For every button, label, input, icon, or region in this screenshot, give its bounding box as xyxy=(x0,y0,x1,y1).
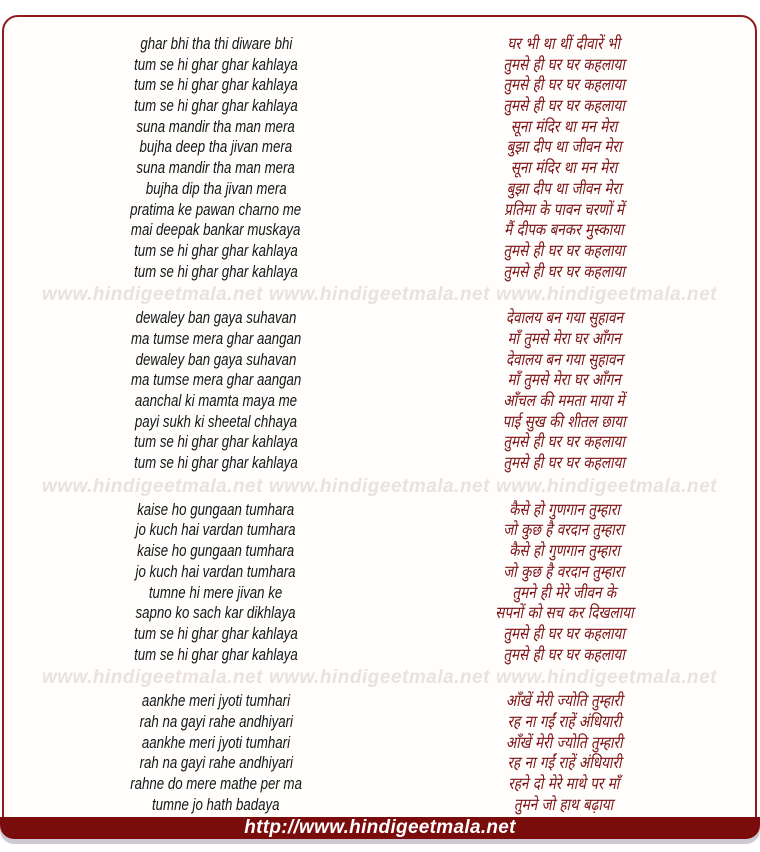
lyric-line-row xyxy=(4,370,755,391)
latin-lyric-line xyxy=(4,603,428,624)
watermark-text: www.hindigeetmala.net xyxy=(496,475,717,497)
lyric-line-row xyxy=(4,391,755,412)
latin-lyric-text: tum se hi ghar ghar kahlaya xyxy=(134,96,298,116)
latin-lyric-line xyxy=(4,329,428,350)
latin-lyric-text: sapno ko sach kar dikhlaya xyxy=(136,603,296,623)
latin-lyric-line xyxy=(4,350,428,371)
latin-lyric-line xyxy=(4,412,428,433)
latin-lyric-text: tum se hi ghar ghar kahlaya xyxy=(134,453,298,473)
hindi-lyric-line xyxy=(428,583,700,604)
latin-lyric-line xyxy=(4,55,428,76)
hindi-lyric-line xyxy=(428,220,700,241)
lyric-line-row xyxy=(4,137,755,158)
lyric-line-row xyxy=(4,520,755,541)
lyric-line-row xyxy=(4,96,755,117)
latin-lyric-line xyxy=(4,645,428,666)
hindi-lyric-line xyxy=(428,712,700,733)
hindi-lyric-line xyxy=(428,795,700,816)
latin-lyric-text: ma tumse mera ghar aangan xyxy=(130,370,302,390)
hindi-lyric-text: कैसे हो गुणगान तुम्हारा xyxy=(508,541,620,561)
hindi-lyric-text: रहने दो मेरे माथे पर माँ xyxy=(508,774,620,793)
hindi-lyric-text: तुमसे ही घर घर कहलाया xyxy=(503,432,625,452)
hindi-lyric-line xyxy=(428,453,700,474)
watermark-text: www.hindigeetmala.net xyxy=(496,284,717,306)
latin-lyric-line xyxy=(4,733,428,754)
hindi-lyric-text: कैसे हो गुणगान तुम्हारा xyxy=(508,499,620,519)
latin-lyric-line xyxy=(4,34,428,55)
lyric-line-row xyxy=(4,75,755,96)
lyric-line-row xyxy=(4,712,755,733)
latin-lyric-line xyxy=(4,432,428,453)
hindi-lyric-text: तुमने जो हाथ बढ़ाया xyxy=(514,794,614,814)
latin-lyric-line xyxy=(4,117,428,138)
hindi-lyric-line xyxy=(428,412,700,433)
latin-lyric-text: aankhe meri jyoti tumhari xyxy=(141,691,291,711)
latin-lyric-text: tumne hi mere jivan ke xyxy=(149,582,283,602)
hindi-lyric-line xyxy=(428,733,700,754)
hindi-lyric-line xyxy=(428,391,700,412)
lyric-line-row xyxy=(4,691,755,712)
hindi-lyric-text: तुमसे ही घर घर कहलाया xyxy=(503,240,625,260)
latin-lyric-line xyxy=(4,75,428,96)
hindi-lyric-text: तुमसे ही घर घर कहलाया xyxy=(503,261,625,281)
lyric-line-row xyxy=(4,645,755,666)
lyric-line-row xyxy=(4,200,755,221)
latin-lyric-text: tum se hi ghar ghar kahlaya xyxy=(134,644,298,664)
hindi-lyric-text: मैं दीपक बनकर मुस्काया xyxy=(504,220,624,240)
hindi-lyric-line xyxy=(428,645,700,666)
hindi-lyric-text: तुमसे ही घर घर कहलाया xyxy=(503,644,625,664)
lyric-line-row xyxy=(4,220,755,241)
lyric-line-row xyxy=(4,562,755,583)
watermark-text: www.hindigeetmala.net xyxy=(496,667,717,689)
hindi-lyric-text: आँचल की ममता माया में xyxy=(503,391,625,410)
lyric-line-row xyxy=(4,603,755,624)
hindi-lyric-text: देवालय बन गया सुहावन xyxy=(505,349,623,369)
hindi-lyric-line xyxy=(428,200,700,221)
lyric-line-row xyxy=(4,583,755,604)
latin-lyric-text: rah na gayi rahe andhiyari xyxy=(139,753,293,773)
latin-lyric-line xyxy=(4,96,428,117)
hindi-lyric-line xyxy=(428,562,700,583)
latin-lyric-text: dewaley ban gaya suhavan xyxy=(135,349,297,369)
latin-lyric-text: tum se hi ghar ghar kahlaya xyxy=(134,240,298,260)
hindi-lyric-line xyxy=(428,541,700,562)
latin-lyric-text: jo kuch hai vardan tumhara xyxy=(136,561,296,581)
hindi-lyric-text: तुमसे ही घर घर कहलाया xyxy=(503,453,625,473)
watermark-row xyxy=(4,474,755,500)
watermark-text: www.hindigeetmala.net xyxy=(269,667,490,689)
hindi-lyric-line xyxy=(428,117,700,138)
latin-lyric-text: dewaley ban gaya suhavan xyxy=(135,308,297,328)
hindi-lyric-line xyxy=(428,753,700,774)
latin-lyric-line xyxy=(4,308,428,329)
hindi-lyric-line xyxy=(428,691,700,712)
lyric-line-row xyxy=(4,774,755,795)
hindi-lyric-text: घर भी था थीं दीवारें भी xyxy=(507,34,621,53)
hindi-lyric-line xyxy=(428,34,700,55)
hindi-lyric-text: तुमसे ही घर घर कहलाया xyxy=(503,75,625,95)
hindi-lyric-line xyxy=(428,774,700,795)
hindi-lyric-line xyxy=(428,137,700,158)
hindi-lyric-text: बुझा दीप था जीवन मेरा xyxy=(506,178,622,198)
hindi-lyric-text: प्रतिमा के पावन चरणों में xyxy=(504,199,624,219)
footer-bar[interactable] xyxy=(0,817,760,839)
hindi-lyric-text: रह ना गईं राहें अंधियारी xyxy=(507,753,621,773)
hindi-lyric-text: सपनों को सच कर दिखलाया xyxy=(494,603,634,623)
latin-lyric-line xyxy=(4,220,428,241)
watermark-text: www.hindigeetmala.net xyxy=(269,284,490,306)
lyric-line-row xyxy=(4,55,755,76)
lyric-line-row xyxy=(4,158,755,179)
hindi-lyric-line xyxy=(428,624,700,645)
watermark-text: www.hindigeetmala.net xyxy=(42,284,263,306)
lyric-line-row xyxy=(4,541,755,562)
latin-lyric-text: payi sukh ki sheetal chhaya xyxy=(134,411,298,431)
hindi-lyric-line xyxy=(428,308,700,329)
latin-lyric-text: tum se hi ghar ghar kahlaya xyxy=(134,54,298,74)
latin-lyric-line xyxy=(4,241,428,262)
latin-lyric-text: tum se hi ghar ghar kahlaya xyxy=(134,75,298,95)
lyric-line-row xyxy=(4,753,755,774)
latin-lyric-text: pratima ke pawan charno me xyxy=(130,199,302,219)
latin-lyric-text: bujha deep tha jivan mera xyxy=(139,137,293,157)
latin-lyric-text: aankhe meri jyoti tumhari xyxy=(141,732,291,752)
hindi-lyric-text: सूना मंदिर था मन मेरा xyxy=(510,116,618,136)
latin-lyric-text: rahne do mere mathe per ma xyxy=(130,774,302,793)
latin-lyric-line xyxy=(4,520,428,541)
latin-lyric-text: jo kuch hai vardan tumhara xyxy=(136,520,296,540)
latin-lyric-line xyxy=(4,624,428,645)
hindi-lyric-line xyxy=(428,179,700,200)
latin-lyric-line xyxy=(4,774,428,795)
lyric-line-row xyxy=(4,350,755,371)
latin-lyric-text: ma tumse mera ghar aangan xyxy=(130,328,302,348)
latin-lyric-line xyxy=(4,691,428,712)
watermark-text: www.hindigeetmala.net xyxy=(269,475,490,497)
latin-lyric-line xyxy=(4,158,428,179)
lyric-line-row xyxy=(4,624,755,645)
latin-lyric-line xyxy=(4,562,428,583)
hindi-lyric-text: तुमसे ही घर घर कहलाया xyxy=(503,54,625,74)
hindi-lyric-line xyxy=(428,55,700,76)
latin-lyric-text: tum se hi ghar ghar kahlaya xyxy=(134,261,298,281)
hindi-lyric-line xyxy=(428,370,700,391)
hindi-lyric-text: बुझा दीप था जीवन मेरा xyxy=(506,137,622,157)
hindi-lyric-text: जो कुछ है वरदान तुम्हारा xyxy=(503,561,625,581)
hindi-lyric-text: रह ना गईं राहें अंधियारी xyxy=(507,711,621,731)
latin-lyric-line xyxy=(4,500,428,521)
latin-lyric-text: suna mandir tha man mera xyxy=(136,116,296,136)
hindi-lyric-text: देवालय बन गया सुहावन xyxy=(505,308,623,328)
lyric-line-row xyxy=(4,453,755,474)
lyric-line-row xyxy=(4,329,755,350)
latin-lyric-text: suna mandir tha man mera xyxy=(136,158,296,178)
latin-lyric-line xyxy=(4,370,428,391)
hindi-lyric-text: आँखें मेरी ज्योति तुम्हारी xyxy=(505,732,623,752)
hindi-lyric-line xyxy=(428,500,700,521)
hindi-lyric-line xyxy=(428,241,700,262)
watermark-text: www.hindigeetmala.net xyxy=(42,667,263,689)
latin-lyric-line xyxy=(4,583,428,604)
watermark-row xyxy=(4,665,755,691)
hindi-lyric-line xyxy=(428,350,700,371)
latin-lyric-text: tum se hi ghar ghar kahlaya xyxy=(134,623,298,643)
hindi-lyric-text: तुमसे ही घर घर कहलाया xyxy=(503,623,625,643)
hindi-lyric-line xyxy=(428,75,700,96)
latin-lyric-line xyxy=(4,391,428,412)
lyric-line-row xyxy=(4,34,755,55)
hindi-lyric-line xyxy=(428,432,700,453)
latin-lyric-line xyxy=(4,262,428,283)
latin-lyric-line xyxy=(4,541,428,562)
latin-lyric-text: kaise ho gungaan tumhara xyxy=(137,499,295,519)
lyric-line-row xyxy=(4,117,755,138)
lyrics-container xyxy=(4,15,755,815)
lyric-line-row xyxy=(4,733,755,754)
latin-lyric-line xyxy=(4,137,428,158)
lyric-line-row xyxy=(4,795,755,816)
lyric-line-row xyxy=(4,412,755,433)
latin-lyric-line xyxy=(4,200,428,221)
hindi-lyric-text: आँखें मेरी ज्योति तुम्हारी xyxy=(505,691,623,711)
latin-lyric-text: rah na gayi rahe andhiyari xyxy=(139,711,293,731)
latin-lyric-line xyxy=(4,179,428,200)
hindi-lyric-text: तुमने ही मेरे जीवन के xyxy=(512,582,616,602)
hindi-lyric-line xyxy=(428,96,700,117)
latin-lyric-text: kaise ho gungaan tumhara xyxy=(137,541,295,561)
hindi-lyric-text: माँ तुमसे मेरा घर आँगन xyxy=(507,328,621,348)
hindi-lyric-text: जो कुछ है वरदान तुम्हारा xyxy=(503,520,625,540)
watermark-row xyxy=(4,282,755,308)
latin-lyric-text: aanchal ki mamta maya me xyxy=(134,391,298,410)
footer-url-link[interactable]: http://www.hindigeetmala.net xyxy=(244,817,516,838)
latin-lyric-text: tum se hi ghar ghar kahlaya xyxy=(134,432,298,452)
hindi-lyric-line xyxy=(428,603,700,624)
lyric-line-row xyxy=(4,262,755,283)
hindi-lyric-text: माँ तुमसे मेरा घर आँगन xyxy=(507,370,621,390)
hindi-lyric-text: तुमसे ही घर घर कहलाया xyxy=(503,96,625,116)
hindi-lyric-text: सूना मंदिर था मन मेरा xyxy=(510,158,618,178)
hindi-lyric-line xyxy=(428,329,700,350)
latin-lyric-text: mai deepak bankar muskaya xyxy=(131,220,301,240)
latin-lyric-text: bujha dip tha jivan mera xyxy=(145,178,287,198)
lyric-line-row xyxy=(4,308,755,329)
hindi-lyric-line xyxy=(428,520,700,541)
watermark-text: www.hindigeetmala.net xyxy=(42,475,263,497)
hindi-lyric-line xyxy=(428,262,700,283)
hindi-lyric-line xyxy=(428,158,700,179)
lyric-line-row xyxy=(4,179,755,200)
latin-lyric-line xyxy=(4,712,428,733)
latin-lyric-text: ghar bhi tha thi diware bhi xyxy=(140,34,292,53)
latin-lyric-text: tumne jo hath badaya xyxy=(152,794,280,814)
lyric-line-row xyxy=(4,241,755,262)
latin-lyric-line xyxy=(4,753,428,774)
hindi-lyric-text: पाई सुख की शीतल छाया xyxy=(502,411,626,431)
lyric-line-row xyxy=(4,500,755,521)
latin-lyric-line xyxy=(4,795,428,816)
lyric-line-row xyxy=(4,432,755,453)
latin-lyric-line xyxy=(4,453,428,474)
